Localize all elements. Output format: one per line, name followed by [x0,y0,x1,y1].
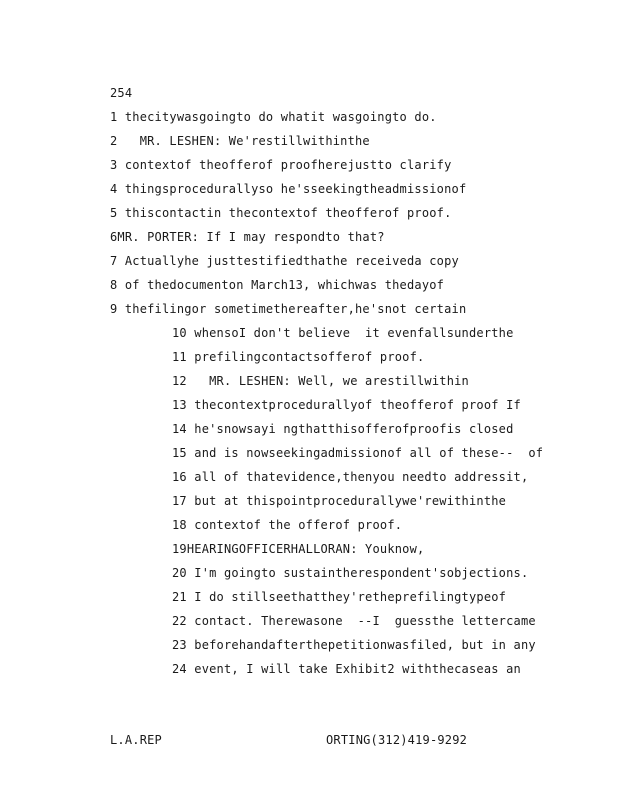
transcript-line: 12 MR. LESHEN: Well, we arestillwithin [172,374,469,388]
transcript-line: 18 contextof the offerof proof. [172,518,403,532]
transcript-line: 5 thiscontactin thecontextof theofferof proof. [110,206,452,220]
transcript-line: 10 whensoI don't believe it evenfallsunderthe [172,326,514,340]
transcript-line: 7 Actuallyhe justtestifiedthathe receiveda copy [110,254,459,268]
transcript-line: 21 I do stillseethatthey'retheprefilingtypeof [172,590,507,604]
transcript-line: 6MR. PORTER: If I may respondto that? [110,230,385,244]
transcript-line: 17 but at thispointprocedurallywe'rewithinthe [172,494,507,508]
transcript-line: 3 contextof theofferof proofherejustto clarify [110,158,452,172]
transcript-line: 9 thefilingor sometimethereafter,he'snot certain [110,302,467,316]
footer-phone: ORTING(312)419-9292 [326,733,468,747]
page-number: 254 [110,86,133,100]
footer-reporter: L.A.REP [110,733,162,747]
transcript-line: 15 and is nowseekingadmissionof all of these-- of [172,446,544,460]
transcript-line: 14 he'snowsayi ngthatthisofferofproofis closed [172,422,514,436]
transcript-line: 23 beforehandafterthepetitionwasfiled, but in any [172,638,536,652]
transcript-line: 4 thingsprocedurallyso he'sseekingtheadmissionof [110,182,467,196]
transcript-line: 16 all of thatevidence,thenyou needto addressit, [172,470,529,484]
transcript-line: 2 MR. LESHEN: We'restillwithinthe [110,134,370,148]
transcript-line: 13 thecontextprocedurallyof theofferof proof If [172,398,521,412]
transcript-line: 8 of thedocumenton March13, whichwas thedayof [110,278,445,292]
transcript-line: 11 prefilingcontactsofferof proof. [172,350,425,364]
transcript-line: 19HEARINGOFFICERHALLORAN: Youknow, [172,542,425,556]
transcript-line: 20 I'm goingto sustaintherespondent'sobjections. [172,566,529,580]
transcript-line: 24 event, I will take Exhibit2 withthecaseas an [172,662,521,676]
transcript-line: 1 thecitywasgoingto do whatit wasgoingto do. [110,110,437,124]
transcript-line: 22 contact. Therewasone --I guessthe lettercame [172,614,536,628]
